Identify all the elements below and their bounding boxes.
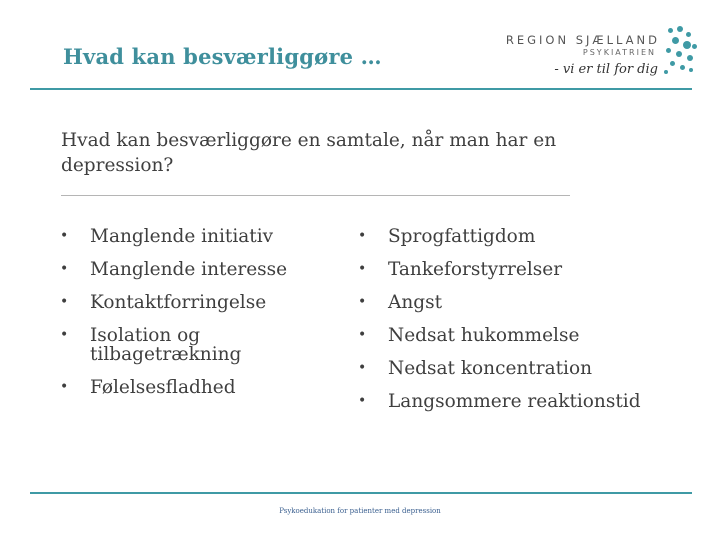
slide-title: Hvad kan besværliggøre … (63, 44, 382, 69)
bullet-icon: • (358, 261, 367, 277)
list-item: • Isolation og tilbagetrækning (60, 325, 242, 365)
logo-name: REGION SJÆLLAND (505, 33, 660, 47)
bullet-icon: • (60, 327, 69, 343)
header-divider (30, 88, 692, 90)
logo-slogan: - vi er til for dig (554, 62, 658, 77)
region-logo (505, 24, 698, 88)
footer-text: Psykoedukation for patienter med depression (279, 507, 441, 515)
list-item: • Nedsat koncentration (358, 358, 593, 379)
bullet-icon: • (60, 228, 69, 244)
list-item: • Kontaktforringelse (60, 292, 267, 313)
bullet-icon: • (358, 327, 367, 343)
list-item: • Sprogfattigdom (358, 226, 536, 247)
logo-dots-icon (658, 24, 698, 80)
list-item: • Følelsesfladhed (60, 377, 236, 398)
bullet-icon: • (358, 393, 367, 409)
question-divider (61, 195, 570, 196)
bullet-icon: • (358, 228, 367, 244)
list-item: • Nedsat hukommelse (358, 325, 580, 346)
list-item: • Manglende initiativ (60, 226, 274, 247)
list-item: • Angst (358, 292, 443, 313)
right-bullet-list (358, 227, 688, 425)
footer-divider (30, 492, 692, 494)
bullet-icon: • (358, 294, 367, 310)
bullet-icon: • (60, 261, 69, 277)
list-item: • Tankeforstyrrelser (358, 259, 563, 280)
bullet-icon: • (60, 379, 69, 395)
left-bullet-list (60, 227, 320, 411)
list-item: • Langsommere reaktionstid (358, 391, 641, 412)
logo-subtitle: PSYKIATRIEN (582, 48, 656, 57)
list-item: • Manglende interesse (60, 259, 288, 280)
bullet-icon: • (60, 294, 69, 310)
question-text: Hvad kan besværliggøre en samtale, når man har en depression? (61, 130, 557, 176)
bullet-icon: • (358, 360, 367, 376)
